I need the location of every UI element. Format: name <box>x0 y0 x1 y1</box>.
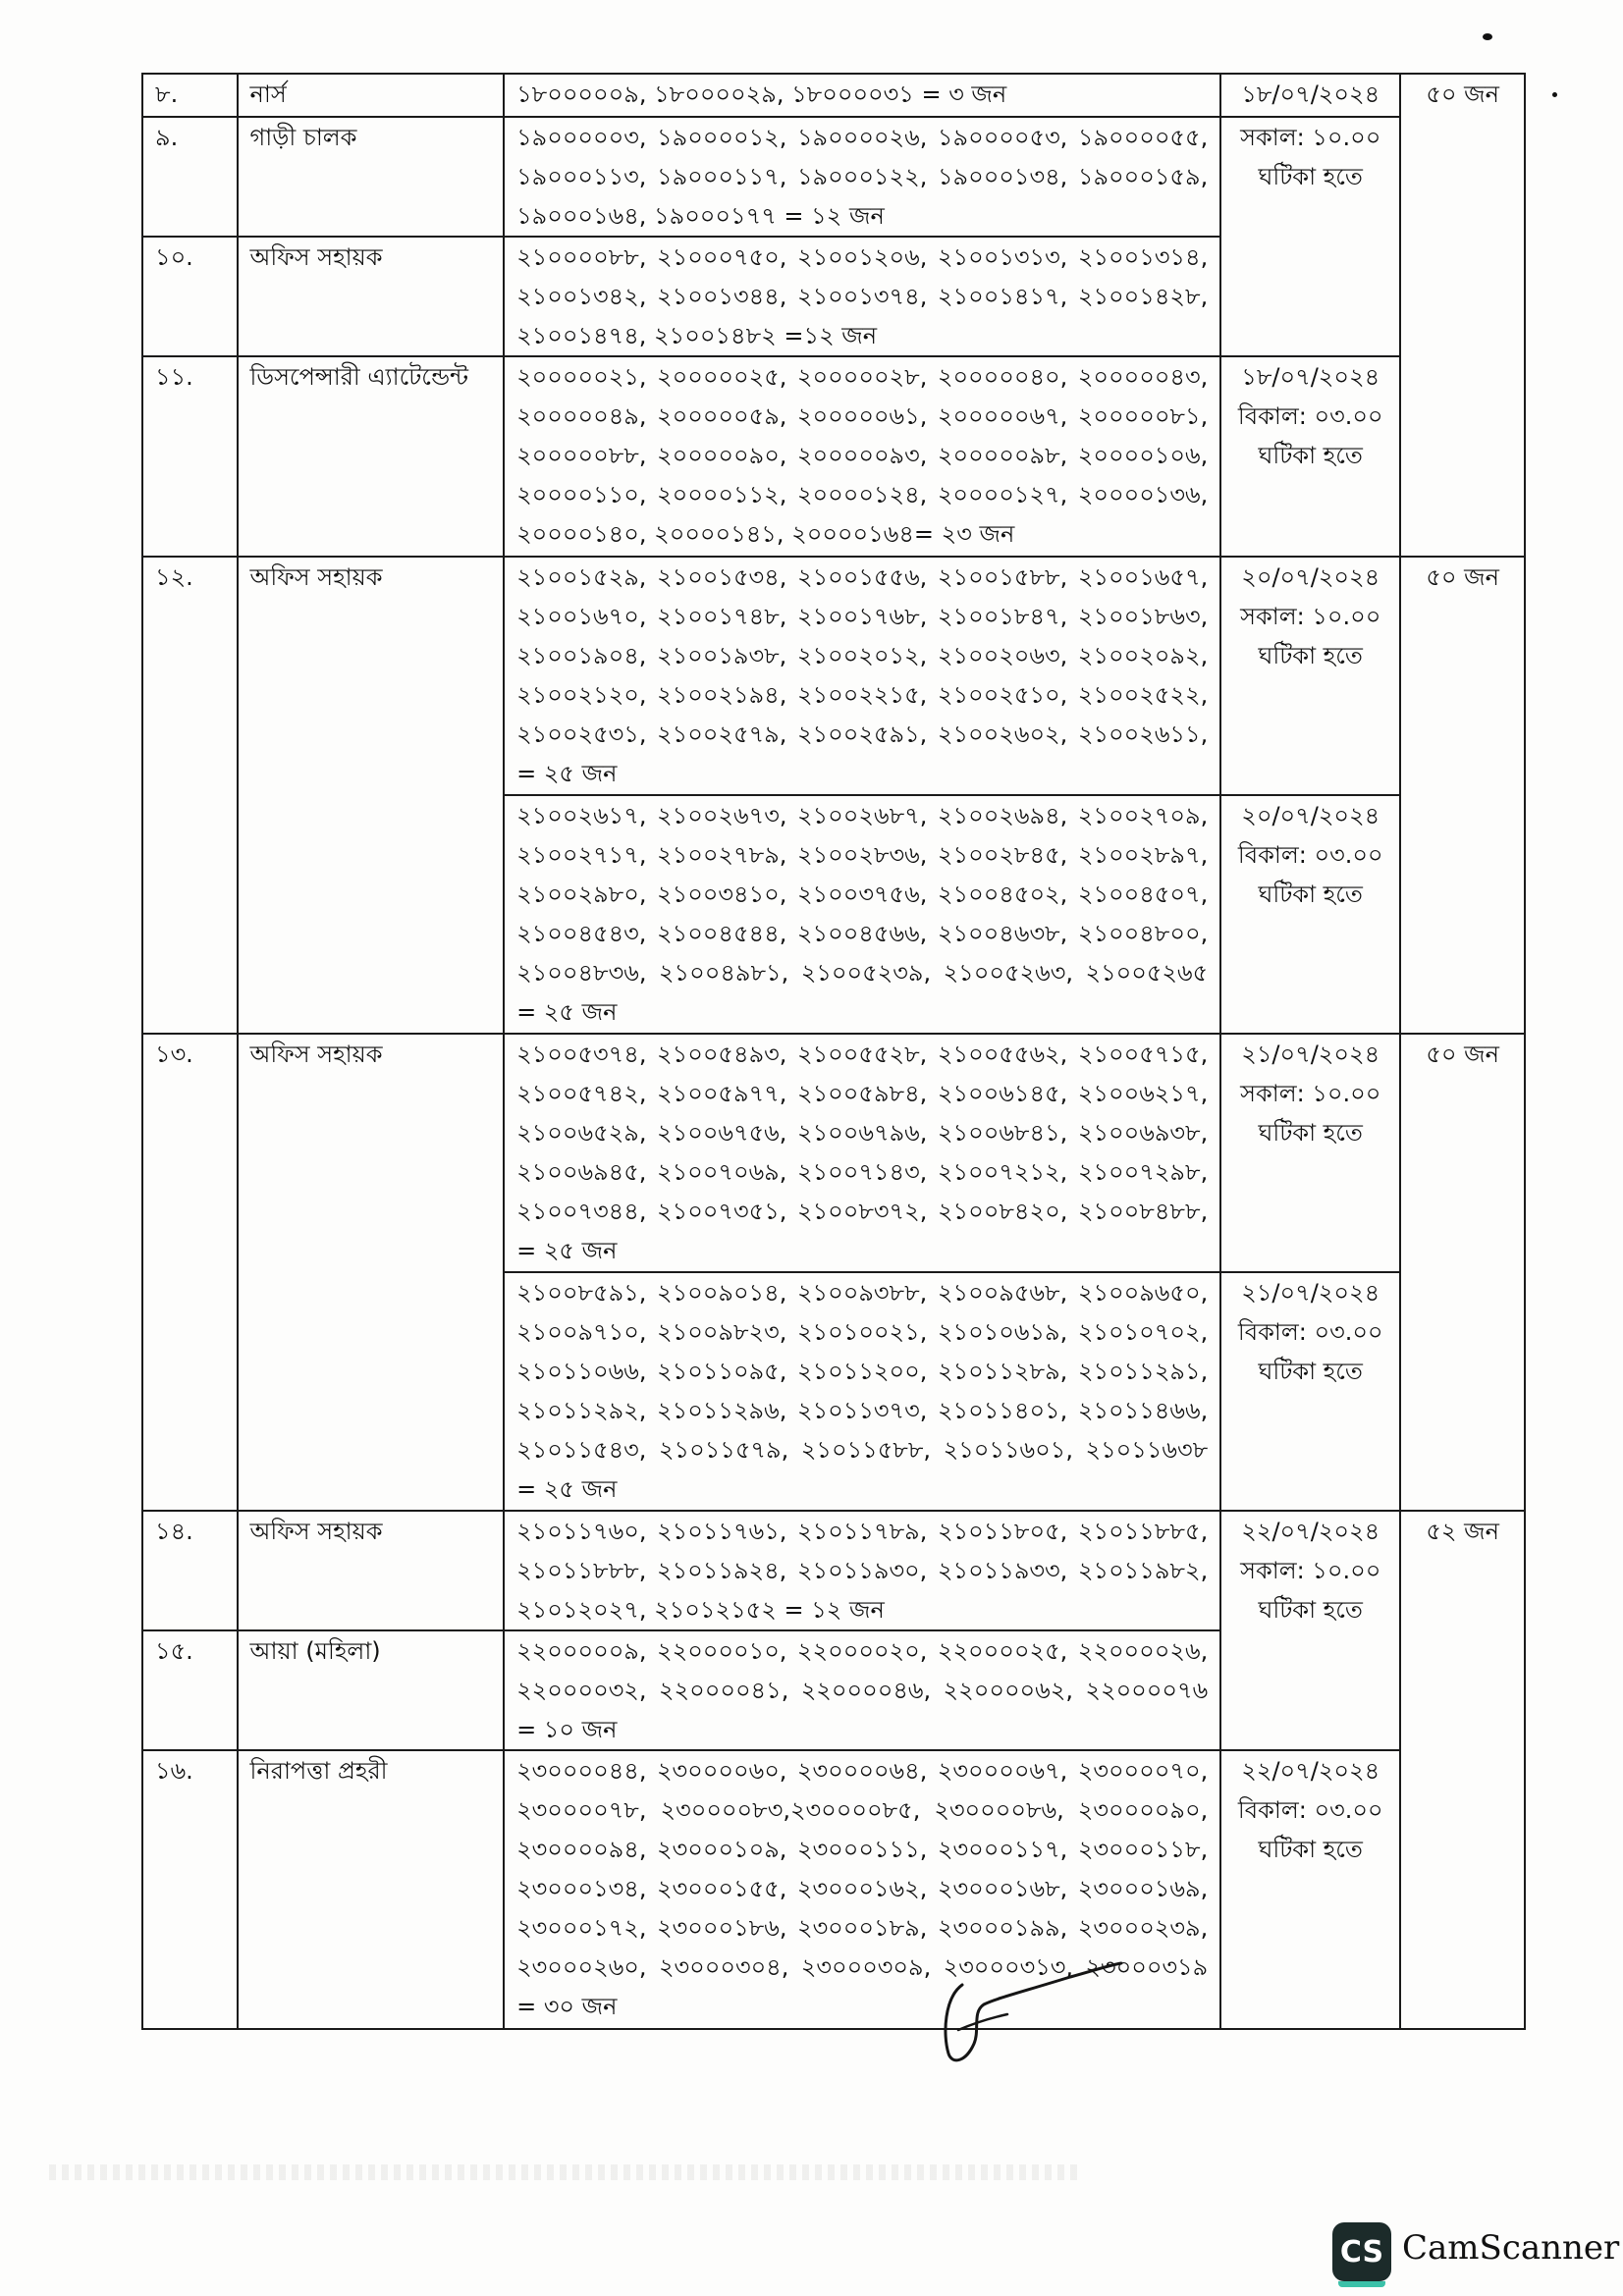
scan-speck <box>1552 92 1557 97</box>
serial-cell: ১১. <box>142 356 238 557</box>
roll-numbers-cell: ২০০০০০২১, ২০০০০০২৫, ২০০০০০২৮, ২০০০০০৪০, ২০০০০০৪৩, ২০০০০০৪৯, ২০০০০০৫৯, ২০০০০০৬১, ২০০০০০৬৭, ২০০০০০৮১, ২০০০০০৮৮, ২০০০০০৯০, ২০০০০০৯৩, ২০০০০০৯৮, ২০০০০১০৬, ২০০০০১১০, ২০০০০১১২, ২০০০০১২৪, ২০০০০১২৭, ২০০০০১৩৬, ২০০০০১৪০, ২০০০০১৪১, ২০০০০১৬৪= ২৩ জন <box>504 356 1220 557</box>
roll-numbers-cell: ২১০১১৭৬০, ২১০১১৭৬১, ২১০১১৭৮৯, ২১০১১৮০৫, ২১০১১৮৮৫, ২১০১১৮৮৮, ২১০১১৯২৪, ২১০১১৯৩০, ২১০১১৯৩৩, ২১০১১৯৮২, ২১০১২০২৭, ২১০১২১৫২ = ১২ জন <box>504 1511 1220 1630</box>
exam-date-time-cell: ১৮/০৭/২০২৪ <box>1220 74 1400 117</box>
roll-numbers-cell: ২১০০০০৮৮, ২১০০০৭৫০, ২১০০১২০৬, ২১০০১৩১৩, ২১০০১৩১৪, ২১০০১৩৪২, ২১০০১৩৪৪, ২১০০১৩৭৪, ২১০০১৪১৭, ২১০০১৪২৮, ২১০০১৪৭৪, ২১০০১৪৮২ =১২ জন <box>504 237 1220 356</box>
post-name-cell: অফিস সহায়ক <box>238 1034 505 1511</box>
table-row <box>142 1034 1525 1272</box>
signature <box>933 1944 1129 2081</box>
roll-numbers-cell: ১৮০০০০০৯, ১৮০০০০২৯, ১৮০০০০৩১ = ৩ জন <box>504 74 1220 117</box>
table-row <box>142 117 1525 237</box>
roll-numbers-cell: ২১০০১৫২৯, ২১০০১৫৩৪, ২১০০১৫৫৬, ২১০০১৫৮৮, ২১০০১৬৫৭, ২১০০১৬৭০, ২১০০১৭৪৮, ২১০০১৭৬৮, ২১০০১৮৪৭, ২১০০১৮৬৩, ২১০০১৯০৪, ২১০০১৯৩৮, ২১০০২০১২, ২১০০২০৬৩, ২১০০২০৯২, ২১০০২১২০, ২১০০২১৯৪, ২১০০২২১৫, ২১০০২৫১০, ২১০০২৫২২, ২১০০২৫৩১, ২১০০২৫৭৯, ২১০০২৫৯১, ২১০০২৬০২, ২১০০২৬১১, = ২৫ জন <box>504 557 1220 795</box>
exam-date-time-cell: ২০/০৭/২০২৪ সকাল: ১০.০০ ঘটিকা হতে <box>1220 557 1400 795</box>
roll-numbers-cell: ২১০০২৬১৭, ২১০০২৬৭৩, ২১০০২৬৮৭, ২১০০২৬৯৪, ২১০০২৭০৯, ২১০০২৭১৭, ২১০০২৭৮৯, ২১০০২৮৩৬, ২১০০২৮৪৫, ২১০০২৮৯৭, ২১০০২৯৮০, ২১০০৩৪১০, ২১০০৩৭৫৬, ২১০০৪৫০২, ২১০০৪৫০৭, ২১০০৪৫৪৩, ২১০০৪৫৪৪, ২১০০৪৫৬৬, ২১০০৪৬৩৮, ২১০০৪৮০০, ২১০০৪৮৩৬, ২১০০৪৯৮১, ২১০০৫২৩৯, ২১০০৫২৬৩, ২১০০৫২৬৫ = ২৫ জন <box>504 795 1220 1034</box>
exam-date-time-cell: সকাল: ১০.০০ ঘটিকা হতে <box>1220 117 1400 356</box>
total-candidates-cell: ৫০ জন <box>1400 74 1525 557</box>
serial-cell: ১৩. <box>142 1034 238 1511</box>
post-name-cell: গাড়ী চালক <box>238 117 505 237</box>
serial-cell: ১০. <box>142 237 238 356</box>
exam-schedule-table <box>141 73 1526 2030</box>
table-row <box>142 1750 1525 2029</box>
roll-numbers-cell: ২১০০৮৫৯১, ২১০০৯০১৪, ২১০০৯৩৮৮, ২১০০৯৫৬৮, ২১০০৯৬৫০, ২১০০৯৭১০, ২১০০৯৮২৩, ২১০১০০২১, ২১০১০৬১৯, ২১০১০৭০২, ২১০১১০৬৬, ২১০১১০৯৫, ২১০১১২০০, ২১০১১২৮৯, ২১০১১২৯১, ২১০১১২৯২, ২১০১১২৯৬, ২১০১১৩৭৩, ২১০১১৪০১, ২১০১১৪৬৬, ২১০১১৫৪৩, ২১০১১৫৭৯, ২১০১১৫৮৮, ২১০১১৬০১, ২১০১১৬৩৮ = ২৫ জন <box>504 1272 1220 1511</box>
camscanner-watermark-text: CamScanner <box>1402 2228 1620 2268</box>
exam-date-time-cell: ১৮/০৭/২০২৪ বিকাল: ০৩.০০ ঘটিকা হতে <box>1220 356 1400 557</box>
serial-cell: ৯. <box>142 117 238 237</box>
exam-date-time-cell: ২১/০৭/২০২৪ বিকাল: ০৩.০০ ঘটিকা হতে <box>1220 1272 1400 1511</box>
post-name-cell: অফিস সহায়ক <box>238 557 505 1034</box>
exam-date-time-cell: ২২/০৭/২০২৪ বিকাল: ০৩.০০ ঘটিকা হতে <box>1220 1750 1400 2029</box>
table-row <box>142 557 1525 795</box>
serial-cell: ১২. <box>142 557 238 1034</box>
exam-date-time-cell: ২০/০৭/২০২৪ বিকাল: ০৩.০০ ঘটিকা হতে <box>1220 795 1400 1034</box>
serial-cell: ৮. <box>142 74 238 117</box>
post-name-cell: ডিসপেন্সারী এ্যাটেন্ডেন্ট <box>238 356 505 557</box>
serial-cell: ১৪. <box>142 1511 238 1630</box>
post-name-cell: নার্স <box>238 74 505 117</box>
camscanner-logo: CS <box>1332 2222 1391 2281</box>
serial-cell: ১৬. <box>142 1750 238 2029</box>
exam-date-time-cell: ২২/০৭/২০২৪ সকাল: ১০.০০ ঘটিকা হতে <box>1220 1511 1400 1750</box>
faint-bleed-through-line <box>49 2164 1080 2180</box>
total-candidates-cell: ৫০ জন <box>1400 1034 1525 1511</box>
table-row <box>142 1511 1525 1630</box>
post-name-cell: আয়া (মহিলা) <box>238 1630 505 1750</box>
post-name-cell: নিরাপত্তা প্রহরী <box>238 1750 505 2029</box>
roll-numbers-cell: ১৯০০০০০৩, ১৯০০০০১২, ১৯০০০০২৬, ১৯০০০০৫৩, ১৯০০০০৫৫, ১৯০০০১১৩, ১৯০০০১১৭, ১৯০০০১২২, ১৯০০০১৩৪, ১৯০০০১৫৯, ১৯০০০১৬৪, ১৯০০০১৭৭ = ১২ জন <box>504 117 1220 237</box>
post-name-cell: অফিস সহায়ক <box>238 1511 505 1630</box>
table-row <box>142 356 1525 557</box>
exam-date-time-cell: ২১/০৭/২০২৪ সকাল: ১০.০০ ঘটিকা হতে <box>1220 1034 1400 1272</box>
post-name-cell: অফিস সহায়ক <box>238 237 505 356</box>
serial-cell: ১৫. <box>142 1630 238 1750</box>
total-candidates-cell: ৫২ জন <box>1400 1511 1525 2029</box>
table-row <box>142 74 1525 117</box>
roll-numbers-cell: ২৩০০০০৪৪, ২৩০০০০৬০, ২৩০০০০৬৪, ২৩০০০০৬৭, ২৩০০০০৭০, ২৩০০০০৭৮, ২৩০০০০৮৩,২৩০০০০৮৫, ২৩০০০০৮৬, ২৩০০০০৯০, ২৩০০০০৯৪, ২৩০০০১০৯, ২৩০০০১১১, ২৩০০০১১৭, ২৩০০০১১৮, ২৩০০০১৩৪, ২৩০০০১৫৫, ২৩০০০১৬২, ২৩০০০১৬৮, ২৩০০০১৬৯, ২৩০০০১৭২, ২৩০০০১৮৬, ২৩০০০১৮৯, ২৩০০০১৯৯, ২৩০০০২৩৯, ২৩০০০২৬০, ২৩০০০৩০৪, ২৩০০০৩০৯, ২৩০০০৩১৩, ২৩০০০৩১৯ = ৩০ জন <box>504 1750 1220 2029</box>
total-candidates-cell: ৫০ জন <box>1400 557 1525 1034</box>
roll-numbers-cell: ২২০০০০০৯, ২২০০০০১০, ২২০০০০২০, ২২০০০০২৫, ২২০০০০২৬, ২২০০০০৩২, ২২০০০০৪১, ২২০০০০৪৬, ২২০০০০৬২, ২২০০০০৭৬ = ১০ জন <box>504 1630 1220 1750</box>
scan-speck <box>1483 33 1492 40</box>
roll-numbers-cell: ২১০০৫৩৭৪, ২১০০৫৪৯৩, ২১০০৫৫২৮, ২১০০৫৫৬২, ২১০০৫৭১৫, ২১০০৫৭৪২, ২১০০৫৯৭৭, ২১০০৫৯৮৪, ২১০০৬১৪৫, ২১০০৬২১৭, ২১০০৬৫২৯, ২১০০৬৭৫৬, ২১০০৬৭৯৬, ২১০০৬৮৪১, ২১০০৬৯৩৮, ২১০০৬৯৪৫, ২১০০৭০৬৯, ২১০০৭১৪৩, ২১০০৭২১২, ২১০০৭২৯৮, ২১০০৭৩৪৪, ২১০০৭৩৫১, ২১০০৮৩৭২, ২১০০৮৪২০, ২১০০৮৪৮৮, = ২৫ জন <box>504 1034 1220 1272</box>
